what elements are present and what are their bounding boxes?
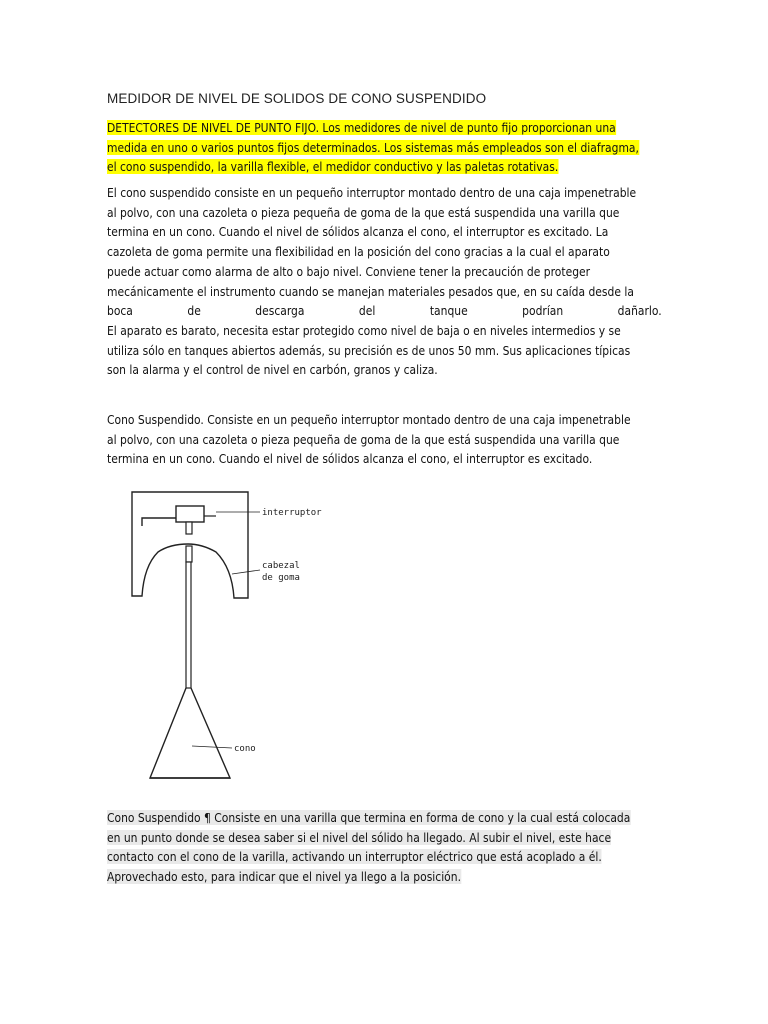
- varilla-rod: [186, 562, 191, 688]
- document-title: MEDIDOR DE NIVEL DE SOLIDOS DE CONO SUSPENDIDO: [107, 91, 487, 106]
- text-line: son la alarma y el control de nivel en carbón, granos y caliza.: [107, 362, 438, 378]
- text-line: Cono Suspendido. Consiste en un pequeño interruptor montado dentro de una caja impenetrable: [107, 412, 631, 427]
- text-line: Cono Suspendido ¶ Consiste en una varilla que termina en forma de cono y la cual está colocada: [107, 810, 631, 825]
- text-line: cazoleta de goma permite una flexibilidad en la posición del cono gracias a la cual el aparato: [107, 244, 610, 260]
- highlighted-line: el cono suspendido, la varilla flexible, el medidor conductivo y las paletas rotativas.: [107, 159, 559, 175]
- text-line: boca de descarga del tanque podrían dañarlo.: [107, 303, 662, 319]
- cono-suspendido-paragraph: [107, 410, 662, 469]
- text-line: mecánicamente el instrumento cuando se manejan materiales pesados que, en su caída desde la: [107, 283, 634, 299]
- label-cono: cono: [234, 744, 256, 754]
- text-line: utiliza sólo en tanques abiertos además, su precisión es de unos 50 mm. Sus aplicaciones típicas: [107, 342, 631, 358]
- text-line: El cono suspendido consiste en un pequeño interruptor montado dentro de una caja impenetrable: [107, 185, 637, 200]
- text-line: puede actuar como alarma de alto o bajo nivel. Conviene tener la precaución de proteger: [107, 263, 591, 279]
- highlighted-line: DETECTORES DE NIVEL DE PUNTO FIJO. Los medidores de nivel de punto fijo proporcionan una: [107, 120, 616, 135]
- highlighted-line: medida en uno o varios puntos fijos determinados. Los sistemas más empleados son el diafragma,: [107, 139, 639, 155]
- text-line: al polvo, con una cazoleta o pieza pequeña de goma de la que está suspendida una varilla que: [107, 204, 620, 220]
- suspended-cone-diagram: [120, 488, 360, 788]
- interruptor-switch: [176, 506, 204, 522]
- highlighted-paragraph: [107, 118, 662, 177]
- highlighted-gray-paragraph: [107, 808, 662, 887]
- switch-bracket: [142, 518, 176, 526]
- text-line: termina en un cono. Cuando el nivel de sólidos alcanza el cono, el interruptor es excitado.: [107, 451, 593, 467]
- text-line: Aprovechado esto, para indicar que el nivel ya llego a la posición.: [107, 869, 461, 885]
- cono-shape: [150, 688, 230, 778]
- label-cabezal: cabezal: [262, 561, 300, 571]
- label-interruptor: interruptor: [262, 508, 322, 518]
- label-de-goma: de goma: [262, 573, 300, 583]
- text-line: al polvo, con una cazoleta o pieza pequeña de goma de la que está suspendida una varilla que: [107, 431, 620, 447]
- text-line: en un punto donde se desea saber si el nivel del sólido ha llegado. Al subir el nivel, este hace: [107, 829, 612, 845]
- text-line: contacto con el cono de la varilla, activando un interruptor eléctrico que está acoplado a él.: [107, 849, 602, 865]
- description-paragraph: [107, 183, 662, 380]
- text-line: termina en un cono. Cuando el nivel de sólidos alcanza el cono, el interruptor es excitado. La: [107, 224, 609, 240]
- text-line: El aparato es barato, necesita estar protegido como nivel de baja o en niveles intermedios y se: [107, 322, 621, 338]
